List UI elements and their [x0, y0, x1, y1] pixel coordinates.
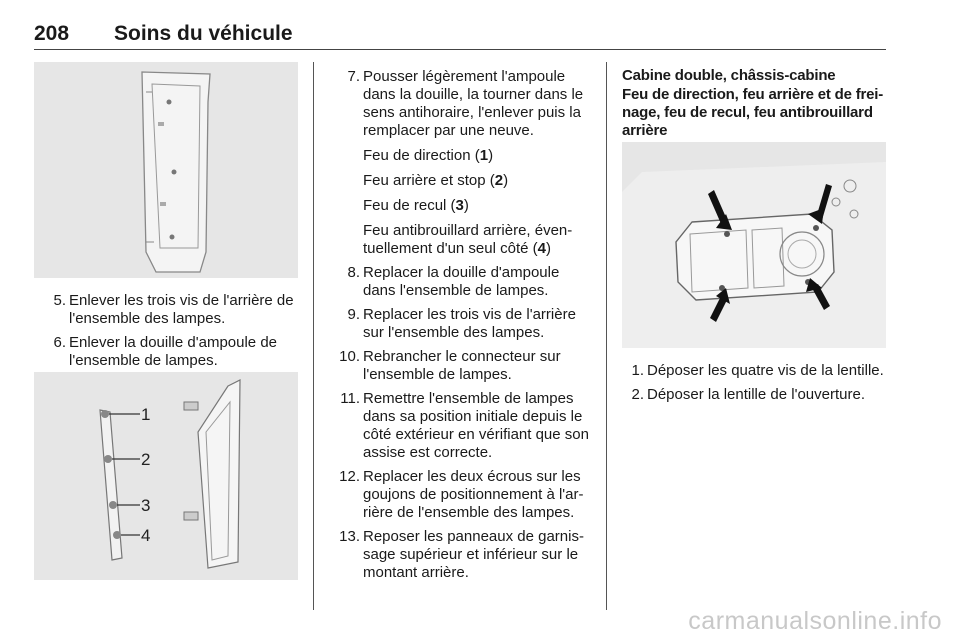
step-item — [44, 292, 304, 328]
step-text: Enlever la douille d'ampoule de l'ensemble de lampes. — [69, 334, 278, 369]
watermark: carmanualsonline.info — [688, 607, 942, 635]
header-rule — [34, 49, 886, 50]
step-item — [330, 468, 592, 522]
step-text: Rebrancher le connecteur sur l'ensemble de lampes. — [363, 348, 561, 383]
figure-label-3: 3 — [141, 496, 151, 515]
step-number: 8. — [347, 264, 360, 281]
step-item — [44, 334, 304, 370]
lamp-lens-illustration — [622, 142, 886, 348]
step-number: 10. — [339, 348, 360, 365]
column-divider-2 — [606, 62, 607, 610]
step-number: 7. — [347, 68, 360, 85]
step-number: 13. — [339, 528, 360, 545]
sub-item: Feu de recul (3) — [363, 197, 469, 214]
step-text: Replacer les trois vis de l'arrière sur l'ensemble des lampes. — [363, 306, 576, 341]
tail-lamp-illustration — [34, 62, 298, 278]
page-title: Soins du véhicule — [114, 22, 293, 45]
step-number: 11. — [340, 390, 360, 407]
figure-label-1: 1 — [141, 405, 151, 424]
step-number: 12. — [339, 468, 360, 485]
step-text: Déposer les quatre vis de la lentille. — [647, 362, 884, 379]
step-item — [622, 386, 886, 404]
step-item — [330, 528, 592, 582]
step-text: Remettre l'ensemble de lampes dans sa position initiale depuis le côté extérieur en vérifiant que son assise est correcte. — [363, 390, 589, 461]
steps-list-middle — [330, 68, 592, 588]
steps-list-left — [44, 292, 304, 376]
step-number: 2. — [631, 386, 644, 403]
step-text: Enlever les trois vis de l'arrière de l'ensemble des lampes. — [69, 292, 294, 327]
step-text: Déposer la lentille de l'ouverture. — [647, 386, 865, 403]
sub-item: Feu antibrouillard arrière, éventuellement d'un seul côté (4) — [363, 222, 573, 257]
step-item — [330, 264, 592, 300]
page-number: 208 — [34, 22, 70, 45]
step-number: 5. — [53, 292, 66, 309]
subsection-heading: Feu de direction, feu arrière et de freinage, feu de recul, feu antibrouillard arrière — [622, 86, 884, 139]
column-divider-1 — [313, 62, 314, 610]
steps-list-right — [622, 362, 886, 410]
step-text: Pousser légèrement l'ampoule dans la douille, la tourner dans le sens antihoraire, l'enlever puis la remplacer par une neuve. — [363, 68, 584, 139]
tail-lamp-figure — [34, 62, 298, 278]
page-header — [34, 22, 886, 48]
step-item — [622, 362, 886, 380]
figure-label-2: 2 — [141, 450, 151, 469]
step-text: Reposer les panneaux de garnissage supérieur et inférieur sur le montant arrière. — [363, 528, 584, 581]
sub-item: Feu arrière et stop (2) — [363, 172, 509, 189]
sub-item: Feu de direction (1) — [363, 147, 494, 164]
step-item — [330, 306, 592, 342]
bulb-socket-illustration — [34, 372, 298, 580]
step-item — [330, 390, 592, 462]
step-item — [330, 348, 592, 384]
step-item — [330, 68, 592, 258]
step-number: 9. — [347, 306, 360, 323]
step-text: Replacer les deux écrous sur les goujons de positionnement à l'arrière de l'ensemble des lampes. — [363, 468, 584, 521]
figure-label-4: 4 — [141, 526, 151, 545]
step-text: Replacer la douille d'ampoule dans l'ensemble de lampes. — [363, 264, 560, 299]
bulb-socket-figure — [34, 372, 298, 580]
step-number: 1. — [631, 362, 644, 379]
lamp-lens-figure — [622, 142, 886, 348]
step-number: 6. — [53, 334, 66, 351]
section-heading: Cabine double, châssis-cabine — [622, 67, 836, 84]
